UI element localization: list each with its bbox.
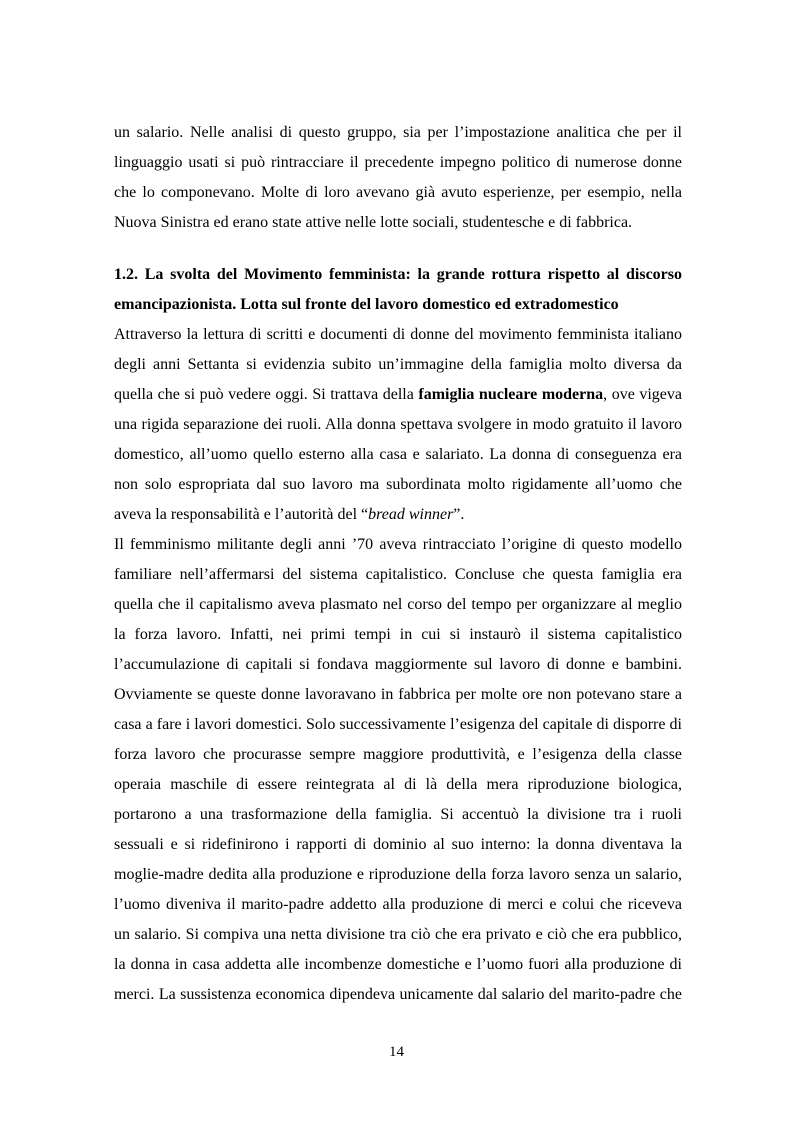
- text-fragment: , ove vigeva: [603, 386, 682, 403]
- text-line: Il femminismo militante degli anni ’70 aveva rintracciato l’origine di questo modello: [114, 536, 682, 553]
- text-line: degli anni Settanta si evidenzia subito un’immagine della famiglia molto diversa da: [114, 356, 682, 373]
- page-number: 14: [389, 1044, 404, 1060]
- document-page: [114, 118, 682, 1010]
- text-line: [114, 380, 682, 410]
- bold-term: famiglia nucleare moderna: [418, 386, 604, 403]
- text-line: che lo componevano. Molte di loro avevano già avuto esperienze, per esempio, nella: [114, 184, 682, 201]
- text-line: [114, 500, 682, 530]
- section-heading: [114, 260, 682, 320]
- text-line: Attraverso la lettura di scritti e documenti di donne del movimento femminista italiano: [114, 326, 682, 343]
- text-fragment: ”.: [453, 506, 465, 523]
- intro-paragraph: [114, 118, 682, 238]
- text-line: quella che il capitalismo aveva plasmato nel corso del tempo per organizzare al meglio: [114, 596, 682, 613]
- text-line: non solo espropriata dal suo lavoro ma subordinata molto rigidamente all’uomo che: [114, 476, 682, 493]
- text-line: la forza lavoro. Infatti, nei primi tempi in cui si instaurò il sistema capitalistico: [114, 626, 682, 643]
- heading-line: emancipazionista. Lotta sul fronte del lavoro domestico ed extradomestico: [114, 296, 619, 313]
- paragraph-1: [114, 320, 682, 530]
- text-line: moglie-madre dedita alla produzione e riproduzione della forza lavoro senza un salario,: [114, 866, 682, 883]
- text-line: un salario. Si compiva una netta divisione tra ciò che era privato e ciò che era pubblico,: [114, 926, 682, 943]
- heading-line: 1.2. La svolta del Movimento femminista: la grande rottura rispetto al discorso: [114, 266, 682, 283]
- paragraph-2: [114, 530, 682, 1010]
- text-line: la donna in casa addetta alle incombenze domestiche e l’uomo fuori alla produzione di: [114, 956, 682, 973]
- text-line: casa a fare i lavori domestici. Solo successivamente l’esigenza del capitale di disporre di: [114, 716, 682, 733]
- text-line: domestico, all’uomo quello esterno alla casa e salariato. La donna di conseguenza era: [114, 446, 682, 463]
- text-line: l’uomo diveniva il marito-padre addetto alla produzione di merci e colui che riceveva: [114, 896, 682, 913]
- text-line: un salario. Nelle analisi di questo gruppo, sia per l’impostazione analitica che per il: [114, 124, 682, 141]
- text-line: una rigida separazione dei ruoli. Alla donna spettava svolgere in modo gratuito il lavoro: [114, 416, 682, 433]
- paragraph-spacer: [114, 238, 682, 260]
- text-line: portarono a una trasformazione della famiglia. Si accentuò la divisione tra i ruoli: [114, 806, 682, 823]
- italic-term: bread winner: [368, 506, 454, 523]
- text-line: Ovviamente se queste donne lavoravano in fabbrica per molte ore non potevano stare a: [114, 686, 682, 703]
- text-line: l’accumulazione di capitali si fondava maggiormente sul lavoro di donne e bambini.: [114, 656, 682, 673]
- text-line: merci. La sussistenza economica dipendeva unicamente dal salario del marito-padre che: [114, 986, 682, 1003]
- text-line: forza lavoro che procurasse sempre maggiore produttività, e l’esigenza della classe: [114, 746, 682, 763]
- text-line: linguaggio usati si può rintracciare il precedente impegno politico di numerose donne: [114, 154, 682, 171]
- text-line: Nuova Sinistra ed erano state attive nelle lotte sociali, studentesche e di fabbrica.: [114, 214, 633, 231]
- text-fragment: aveva la responsabilità e l’autorità del “: [114, 506, 369, 523]
- text-fragment: quella che si può vedere oggi. Si trattava della: [114, 386, 419, 403]
- text-line: sessuali e si ridefinirono i rapporti di dominio al suo interno: la donna diventava la: [114, 836, 682, 853]
- text-line: operaia maschile di essere reintegrata al di là della mera riproduzione biologica,: [114, 776, 682, 793]
- text-line: familiare nell’affermarsi del sistema capitalistico. Concluse che questa famiglia era: [114, 566, 682, 583]
